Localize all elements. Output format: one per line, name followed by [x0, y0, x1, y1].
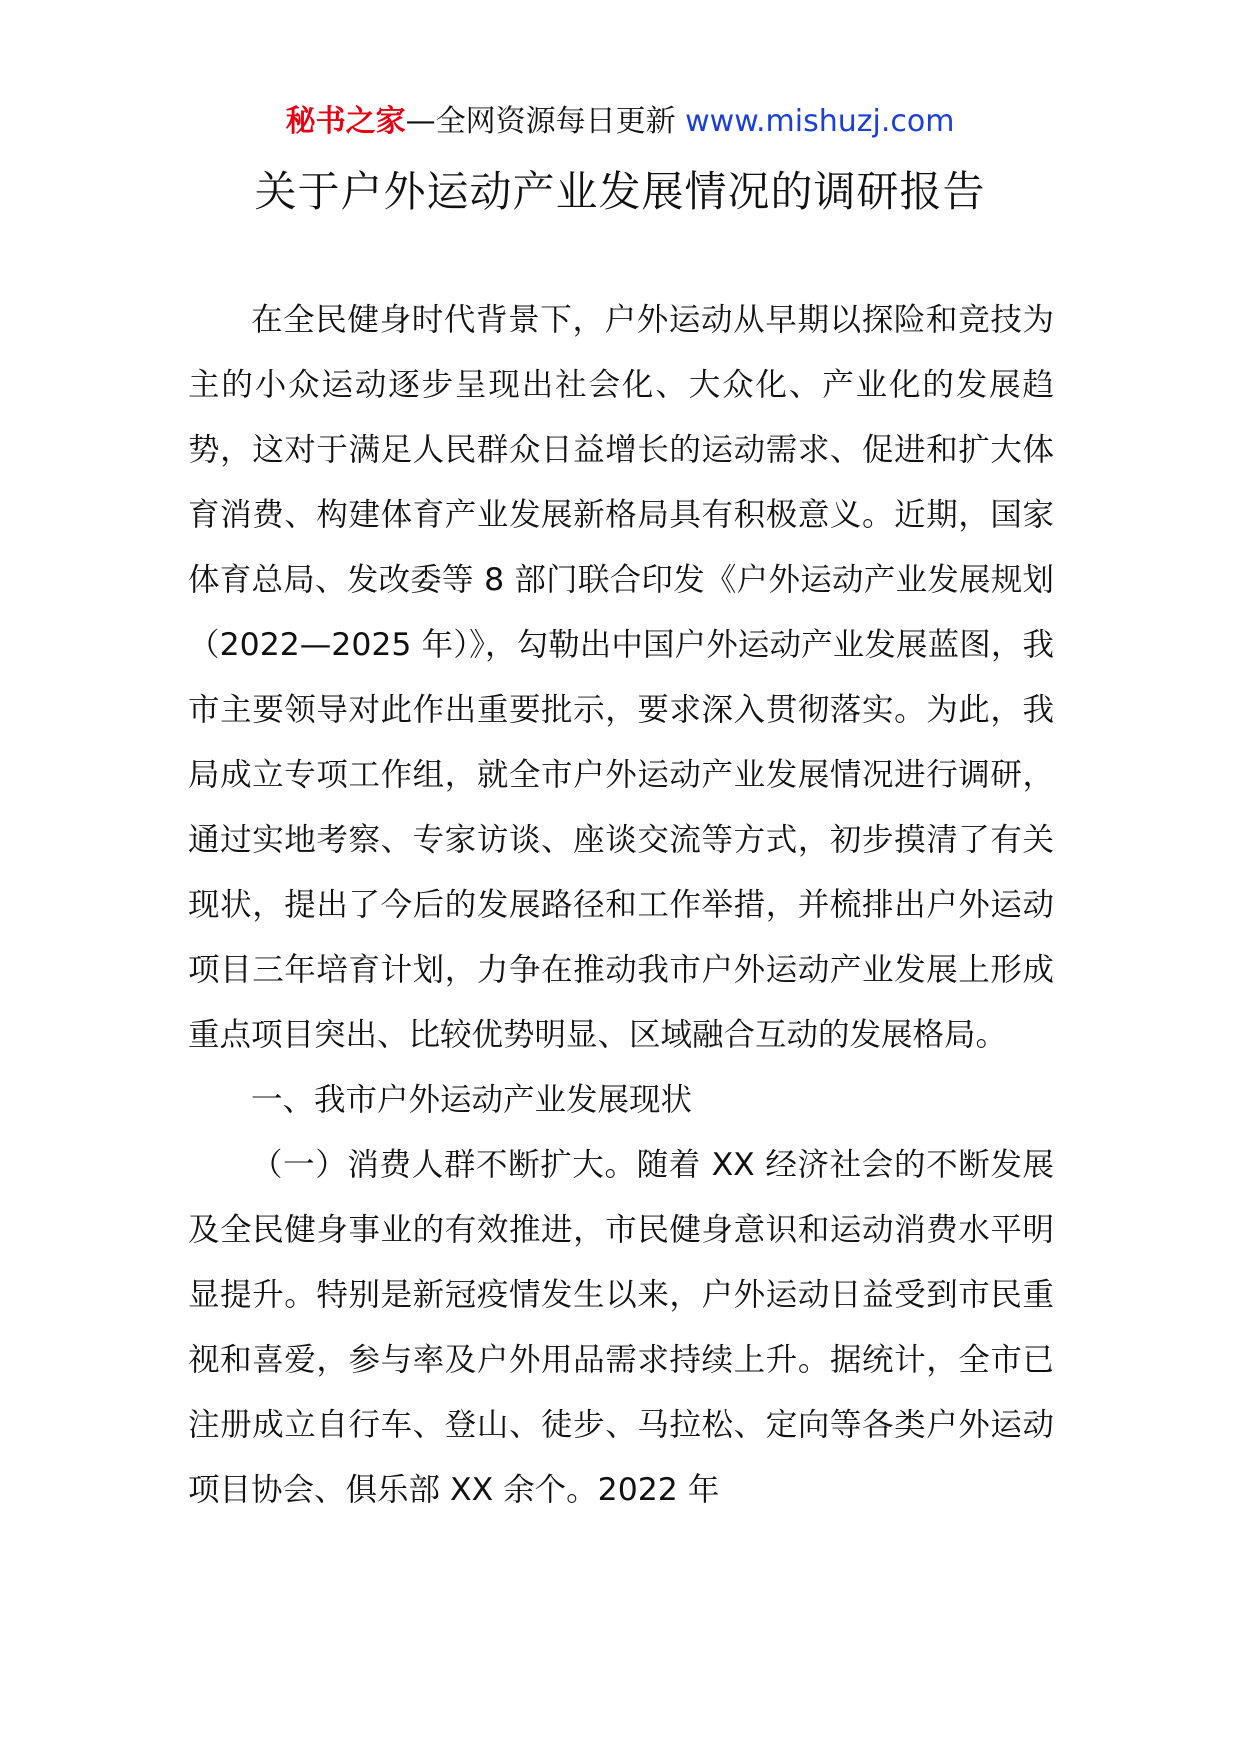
site-brand: 秘书之家	[285, 104, 406, 139]
site-header	[0, 102, 1240, 142]
section-1-1-paragraph: （一）消费人群不断扩大。随着 XX 经济社会的不断发展及全民健身事业的有效推进，市民健身意识和运动消费水平明显提升。特别是新冠疫情发生以来，户外运动日益受到市民重视和喜爱，参与率及户外用品需求持续上升。据统计，全市已注册成立自行车、登山、徒步、马拉松、定向等各类户外运动项目协会、俱乐部 XX 余个。2022 年	[188, 1147, 1054, 1508]
intro-paragraph: 在全民健身时代背景下，户外运动从早期以探险和竞技为主的小众运动逐步呈现出社会化、大众化、产业化的发展趋势，这对于满足人民群众日益增长的运动需求、促进和扩大体育消费、构建体育产业发展新格局具有积极意义。近期，国家体育总局、发改委等 8 部门联合印发《户外运动产业发展规划（2022—2025 年）》，勾勒出中国户外运动产业发展蓝图，我市主要领导对此作出重要批示，要求深入贯彻落实。为此，我局成立专项工作组，就全市户外运动产业发展情况进行调研，通过实地考察、专家访谈、座谈交流等方式，初步摸清了有关现状，提出了今后的发展路径和工作举措，并梳排出户外运动项目三年培育计划，力争在推动我市户外运动产业发展上形成重点项目突出、比较优势明显、区域融合互动的发展格局。	[188, 302, 1054, 1053]
site-tagline: —全网资源每日更新	[405, 104, 676, 139]
site-url-link[interactable]: www.mishuzj.com	[685, 104, 955, 139]
document-title: 关于户外运动产业发展情况的调研报告	[254, 167, 986, 216]
document-body	[188, 288, 1054, 1523]
section-heading-1: 一、我市户外运动产业发展现状	[251, 1082, 693, 1118]
